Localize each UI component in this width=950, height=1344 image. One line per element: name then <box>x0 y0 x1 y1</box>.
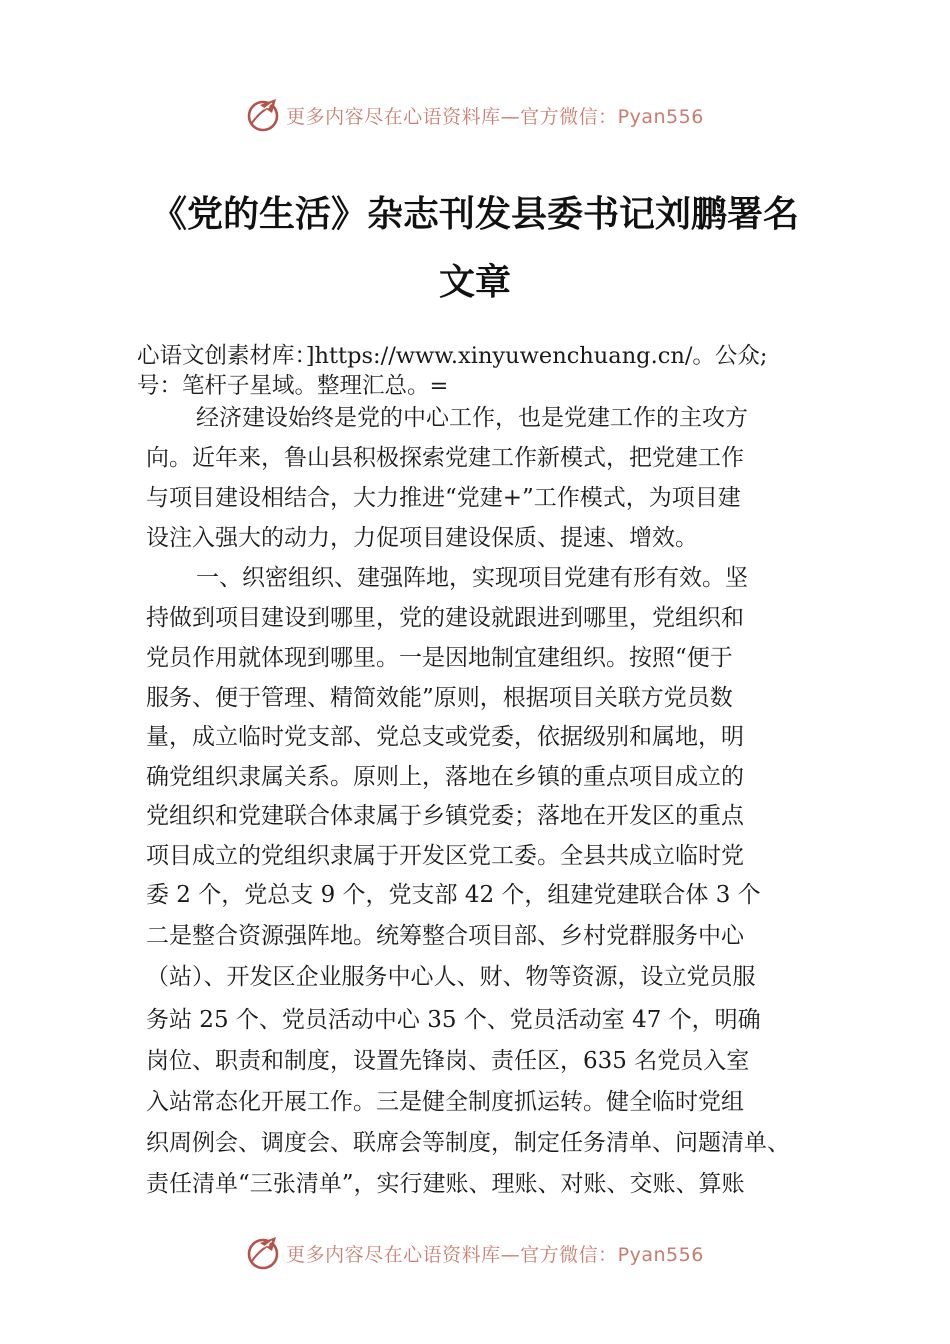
source-line-2: 号：笔杆子星域。整理汇总。= <box>137 373 449 399</box>
source-line-1: 心语文创素材库：]https://www.xinyuwenchuang.cn/。公众; <box>137 343 768 369</box>
pen-nib-logo-icon <box>246 97 282 133</box>
body-line: 服务、便于管理、精简效能”原则，根据项目关联方党员数 <box>146 685 733 711</box>
body-line: 设注入强大的动力，力促项目建设保质、提速、增效。 <box>146 525 698 551</box>
body-line: 二是整合资源强阵地。统筹整合项目部、乡村党群服务中心 <box>146 923 744 949</box>
body-line: 经济建设始终是党的中心工作，也是党建工作的主攻方 <box>196 405 748 431</box>
body-line: 向。近年来，鲁山县积极探索党建工作新模式，把党建工作 <box>146 445 744 471</box>
body-line: 党组织和党建联合体隶属于乡镇党委；落地在开发区的重点 <box>146 803 744 829</box>
body-line: 入站常态化开展工作。三是健全制度抓运转。健全临时党组 <box>146 1089 744 1115</box>
body-line: 岗位、职责和制度，设置先锋岗、责任区，635 名党员入室 <box>146 1048 750 1074</box>
body-line: 量，成立临时党支部、党总支或党委，依据级别和属地，明 <box>146 724 744 750</box>
body-line: 务站 25 个、党员活动中心 35 个、党员活动室 47 个，明确 <box>146 1007 761 1033</box>
body-line: 委 2 个，党总支 9 个，党支部 42 个，组建党建联合体 3 个 <box>146 882 761 908</box>
body-line: 党员作用就体现到哪里。一是因地制宜建组织。按照“便于 <box>146 645 733 671</box>
body-line: 织周例会、调度会、联席会等制度，制定任务清单、问题清单、 <box>146 1130 790 1156</box>
pen-nib-logo-icon <box>246 1235 282 1271</box>
body-line: 项目成立的党组织隶属于开发区党工委。全县共成立临时党 <box>146 843 744 869</box>
watermark-banner-bottom <box>0 1233 950 1273</box>
watermark-text: 更多内容尽在心语资料库—官方微信：Pyan556 <box>286 105 704 128</box>
watermark-text: 更多内容尽在心语资料库—官方微信：Pyan556 <box>286 1243 704 1266</box>
body-line: 确党组织隶属关系。原则上，落地在乡镇的重点项目成立的 <box>146 764 744 790</box>
watermark-banner-top <box>0 95 950 135</box>
page-title-line-2: 文章 <box>438 262 511 303</box>
body-line: 与项目建设相结合，大力推进“党建+”工作模式，为项目建 <box>146 485 741 511</box>
body-line: （站）、开发区企业服务中心人、财、物等资源，设立党员服 <box>146 964 756 990</box>
body-line: 责任清单“三张清单”，实行建账、理账、对账、交账、算账 <box>146 1171 745 1197</box>
page-title-line-1: 《党的生活》杂志刊发县委书记刘鹏署名 <box>150 194 799 235</box>
body-line: 一、织密组织、建强阵地，实现项目党建有形有效。坚 <box>196 565 748 591</box>
body-line: 持做到项目建设到哪里，党的建设就跟进到哪里，党组织和 <box>146 605 744 631</box>
